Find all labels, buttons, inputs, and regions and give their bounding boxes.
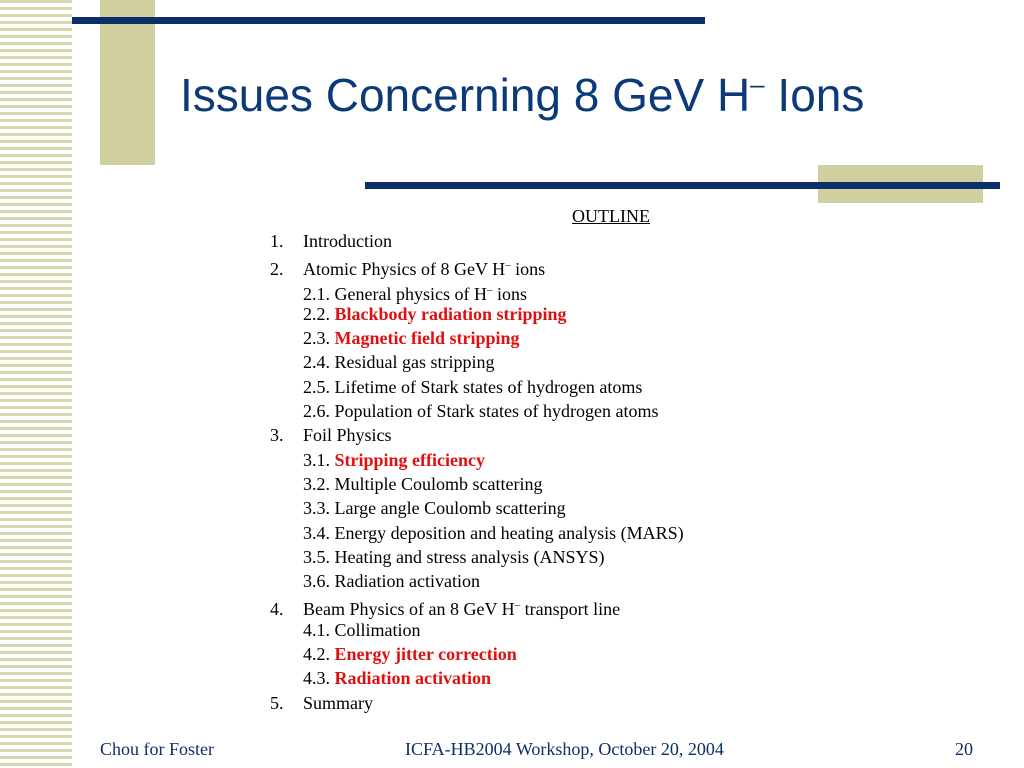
outline-subsection	[270, 448, 684, 472]
item-text-suffix: transport line	[520, 599, 621, 620]
item-text: 4.3.	[303, 668, 335, 689]
title-superscript: –	[750, 69, 765, 99]
item-text: 4.1. Collimation	[303, 619, 421, 640]
item-text-suffix: ions	[510, 259, 546, 280]
outline-subsection	[270, 472, 684, 496]
title-end: Ions	[764, 69, 865, 121]
outline-subsection	[270, 569, 684, 593]
outline-section	[270, 423, 684, 447]
item-text: 2.2.	[303, 303, 335, 324]
item-text: 3.2. Multiple Coulomb scattering	[303, 473, 543, 494]
outline-subsection	[270, 666, 684, 690]
outline-section	[270, 593, 684, 620]
outline-subsection	[270, 521, 684, 545]
outline-subsection	[270, 545, 684, 569]
outline-subsection	[270, 618, 684, 642]
outline-section	[270, 229, 684, 253]
item-text: Introduction	[303, 231, 392, 251]
outline-subsection	[270, 350, 684, 374]
item-text: 2.4. Residual gas stripping	[303, 352, 495, 373]
item-text: 4.2.	[303, 644, 335, 665]
item-text: 2.5. Lifetime of Stark states of hydrogen atoms	[303, 376, 643, 397]
item-text: 2.1. General physics of H	[303, 283, 487, 304]
title-main: Issues Concerning 8 GeV H	[180, 69, 751, 121]
decorative-stripes	[0, 0, 72, 768]
outline-subsection	[270, 326, 684, 350]
section-number: 1.	[270, 231, 284, 251]
item-text: 3.3. Large angle Coulomb scattering	[303, 498, 566, 519]
highlighted-text: Blackbody radiation stripping	[334, 303, 567, 324]
item-text: 3.6. Radiation activation	[303, 571, 480, 592]
section-number: 2.	[270, 259, 284, 280]
decorative-line-right	[365, 182, 1000, 189]
footer-page-number: 20	[955, 739, 973, 759]
section-number: 5.	[270, 692, 284, 713]
footer-author: Chou for Foster	[100, 739, 214, 759]
item-text-suffix: ions	[492, 283, 527, 304]
outline-subsection	[270, 399, 684, 423]
item-text: Beam Physics of an 8 GeV H	[303, 599, 515, 620]
item-text: 3.1.	[303, 449, 335, 470]
outline-subsection	[270, 302, 684, 326]
section-number: 4.	[270, 599, 284, 620]
outline-subsection	[270, 642, 684, 666]
slide-title	[180, 70, 864, 121]
highlighted-text: Magnetic field stripping	[334, 328, 520, 349]
highlighted-text: Energy jitter correction	[334, 644, 517, 665]
item-text: 3.4. Energy deposition and heating analysis (MARS)	[303, 522, 684, 543]
item-text: Atomic Physics of 8 GeV H	[303, 259, 506, 280]
outline-subsection	[270, 375, 684, 399]
outline-subsection	[270, 496, 684, 520]
decorative-line-top	[72, 17, 705, 24]
superscript-minus: –	[514, 599, 521, 612]
item-text: Foil Physics	[303, 425, 392, 446]
footer-event: ICFA-HB2004 Workshop, October 20, 2004	[405, 739, 724, 759]
outline-subsection	[270, 278, 684, 302]
item-text: 3.5. Heating and stress analysis (ANSYS)	[303, 546, 605, 567]
item-text: 2.6. Population of Stark states of hydrogen atoms	[303, 401, 659, 422]
item-text: Summary	[303, 692, 373, 713]
decorative-block-top	[100, 0, 155, 165]
item-text: 2.3.	[303, 328, 335, 349]
section-number: 3.	[270, 425, 284, 446]
superscript-minus: –	[486, 283, 493, 296]
outline-heading: OUTLINE	[572, 206, 650, 226]
outline-list	[270, 229, 684, 715]
outline-section	[270, 691, 684, 715]
highlighted-text: Stripping efficiency	[334, 449, 485, 470]
superscript-minus: –	[505, 259, 511, 272]
outline-section	[270, 253, 684, 280]
highlighted-text: Radiation activation	[334, 668, 492, 689]
